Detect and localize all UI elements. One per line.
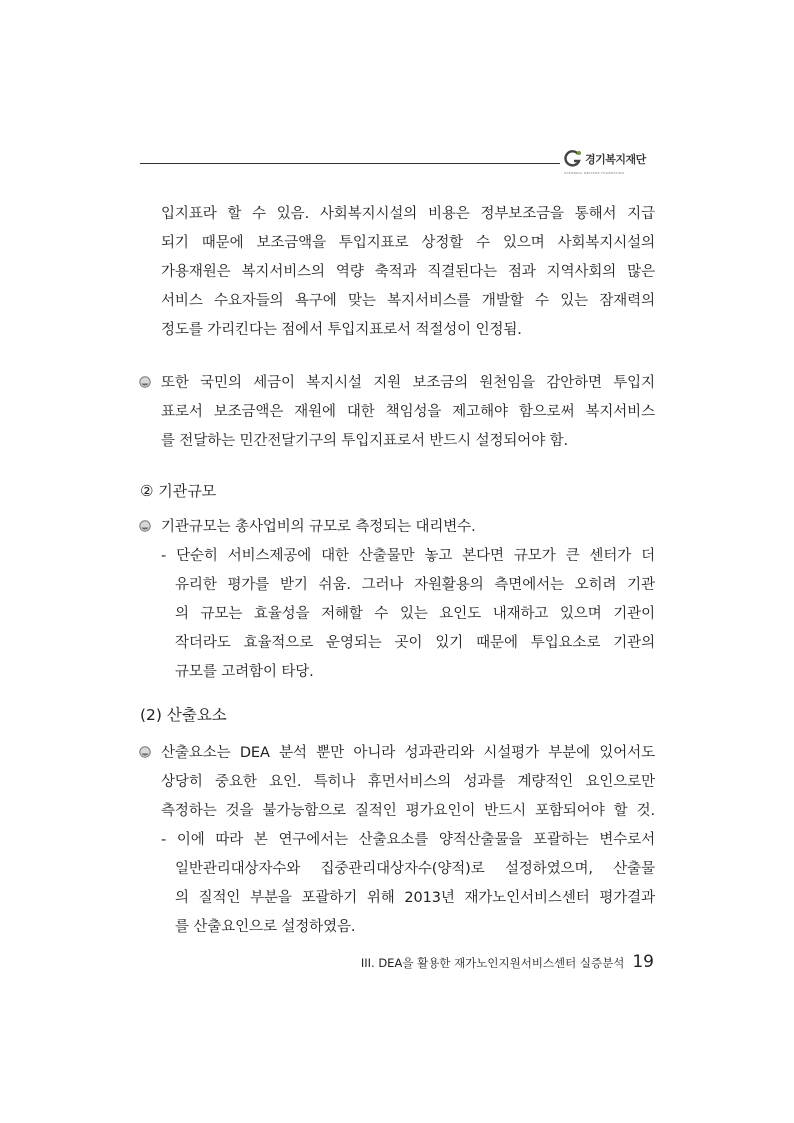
text-line: 산출요소는 DEA 분석 뿐만 아니라 성과관리와 시설평가 부분에 있어서도 bbox=[161, 745, 655, 761]
foundation-subtitle: GYEONGGI WELFARE FOUNDATION bbox=[564, 171, 624, 175]
text-line: 작더라도 효율적으로 운영되는 곳이 있기 때문에 투입요소로 기관의 bbox=[175, 635, 655, 651]
footer-chapter-title: III. DEA을 활용한 재가노인지원서비스센터 실증분석 bbox=[360, 956, 625, 970]
bullet-icon bbox=[138, 745, 152, 759]
text-line: 유리한 평가를 받기 쉬움. 그러나 자원활용의 측면에서는 오히려 기관 bbox=[175, 577, 655, 593]
text-line: 서비스 수요자들의 욕구에 맞는 복지서비스를 개발할 수 있는 잠재력의 bbox=[161, 293, 655, 309]
running-footer bbox=[361, 952, 654, 972]
text-line: 규모를 고려함이 타당. bbox=[175, 664, 314, 680]
foundation-name: 경기복지재단 bbox=[585, 153, 646, 166]
text-line: 입지표라 할 수 있음. 사회복지시설의 비용은 정부보조금을 통해서 지급 bbox=[161, 206, 655, 222]
page-number: 19 bbox=[632, 952, 654, 972]
text-line: 정도를 가리킨다는 점에서 투입지표로서 적절성이 인정됨. bbox=[161, 322, 522, 338]
text-line: - 이에 따라 본 연구에서는 산출요소를 양적산출물을 포괄하는 변수로서 bbox=[161, 832, 655, 848]
foundation-logo bbox=[564, 150, 646, 168]
text-line: 기관규모는 총사업비의 규모로 측정되는 대리변수. bbox=[161, 519, 476, 535]
bullet-icon bbox=[138, 519, 152, 533]
text-line: 측정하는 것을 불가능함으로 질적인 평가요인이 반드시 포함되어야 할 것. bbox=[161, 803, 655, 819]
subheading-institution-size: ② 기관규모 bbox=[140, 482, 217, 500]
text-line: 일반관리대상자수와 집중관리대상자수(양적)로 설정하였으며, 산출물 bbox=[175, 861, 655, 877]
text-line: 가용재원은 복지서비스의 역량 축적과 직결된다는 점과 지역사회의 많은 bbox=[161, 264, 655, 280]
text-line: 를 전달하는 민간전달기구의 투입지표로서 반드시 설정되어야 함. bbox=[161, 433, 569, 449]
running-header bbox=[140, 150, 660, 178]
text-line: - 단순히 서비스제공에 대한 산출물만 놓고 본다면 규모가 큰 센터가 더 bbox=[161, 548, 655, 564]
text-line: 를 산출요인으로 설정하였음. bbox=[175, 919, 356, 935]
text-line: 상당히 중요한 요인. 특히나 휴먼서비스의 성과를 계량적인 요인으로만 bbox=[161, 774, 655, 790]
header-rule bbox=[140, 163, 560, 164]
section-heading-outputs: (2) 산출요소 bbox=[140, 706, 227, 724]
text-line: 의 규모는 효율성을 저해할 수 있는 요인도 내재하고 있으며 기관이 bbox=[175, 606, 655, 622]
text-line: 되기 때문에 보조금액을 투입지표로 상정할 수 있으며 사회복지시설의 bbox=[161, 235, 655, 251]
text-line: 의 질적인 부분을 포괄하기 위해 2013년 재가노인서비스센터 평가결과 bbox=[175, 890, 655, 906]
bullet-icon bbox=[138, 375, 152, 389]
foundation-logo-icon bbox=[564, 150, 582, 168]
text-line: 또한 국민의 세금이 복지시설 지원 보조금의 원천임을 감안하면 투입지 bbox=[161, 375, 655, 391]
text-line: 표로서 보조금액은 재원에 대한 책임성을 제고해야 함으로써 복지서비스 bbox=[161, 404, 655, 420]
